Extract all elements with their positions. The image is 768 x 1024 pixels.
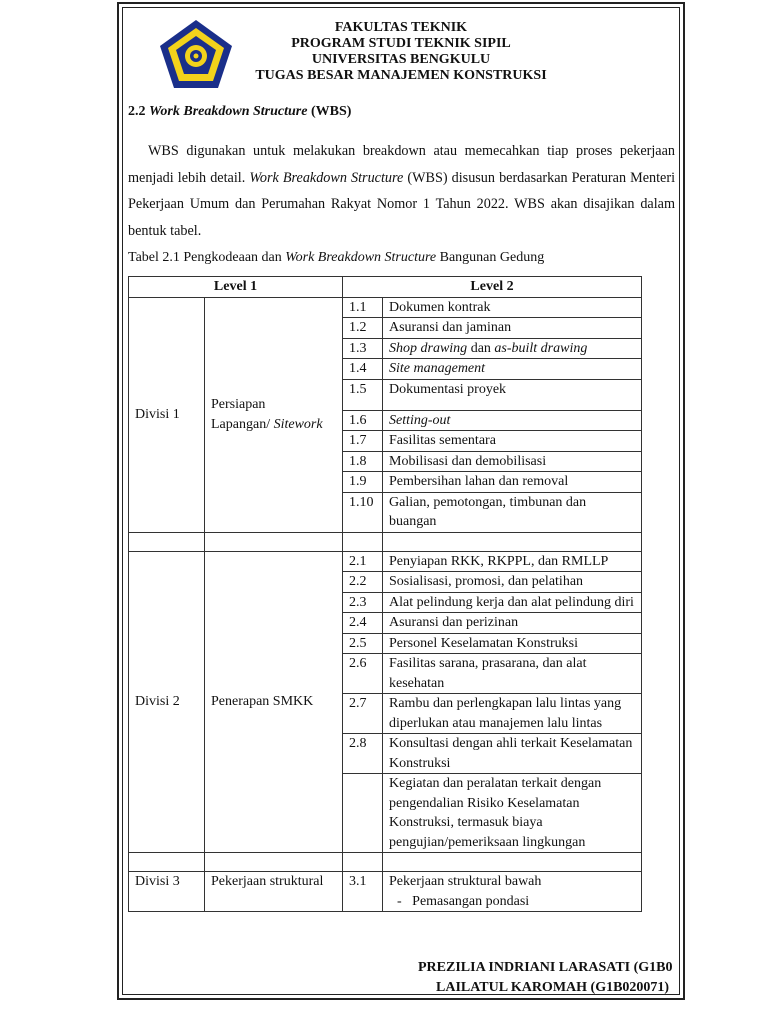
code-cell: 2.3 — [343, 592, 383, 613]
item-cell: Fasilitas sarana, prasarana, dan alat kesehatan — [383, 654, 642, 694]
body-paragraph — [128, 138, 675, 244]
code-cell: 2.6 — [343, 654, 383, 694]
code-cell: 1.2 — [343, 318, 383, 339]
item-cell: Fasilitas sementara — [383, 431, 642, 452]
item-cell: Rambu dan perlengkapan lalu lintas yang diperlukan atau manajemen lalu lintas — [383, 694, 642, 734]
code-cell: 2.5 — [343, 633, 383, 654]
header-level2: Level 2 — [343, 277, 642, 298]
item-cell: Galian, pemotongan, timbunan dan buangan — [383, 492, 642, 532]
table-row — [129, 872, 642, 912]
code-cell: 1.7 — [343, 431, 383, 452]
code-cell: 3.1 — [343, 872, 383, 912]
item-cell: Konsultasi dengan ahli terkait Keselamatan Konstruksi — [383, 734, 642, 774]
item-cell: Penyiapan RKK, RKPPL, dan RMLLP — [383, 551, 642, 572]
signature-name-1: PREZILIA INDRIANI LARASATI (G1B0 — [418, 960, 673, 975]
code-cell: 2.4 — [343, 613, 383, 634]
item-cell: Asuransi dan jaminan — [383, 318, 642, 339]
code-cell: 1.5 — [343, 379, 383, 410]
item-cell: Pembersihan lahan dan removal — [383, 472, 642, 493]
section-number: 2.2 — [128, 104, 146, 119]
item-cell — [383, 872, 642, 912]
code-cell — [343, 774, 383, 853]
spacer-row — [129, 532, 642, 551]
item-subtext: - Pemasangan pondasi — [397, 893, 530, 909]
code-cell: 1.6 — [343, 410, 383, 431]
header-faculty: FAKULTAS TEKNIK — [334, 20, 468, 35]
paragraph-part3: (WBS) disusun berdasarkan Peraturan Menteri Pekerjaan Umum dan Perumahan Rakyat Nomor 1 Tahun 2022. WBS akan disajikan dalam bentuk tabel. — [128, 169, 676, 239]
section-heading — [128, 104, 351, 120]
item-cell: Dokumen kontrak — [383, 297, 642, 318]
code-cell: 1.3 — [343, 338, 383, 359]
code-cell: 2.1 — [343, 551, 383, 572]
signature-name-2: LAILATUL KAROMAH (G1B020071) — [436, 980, 670, 995]
item-cell: Kegiatan dan peralatan terkait dengan pengendalian Risiko Keselamatan Konstruksi, termasuk biaya pengujian/pemeriksaan lingkungan — [383, 774, 642, 853]
table-row — [129, 297, 642, 318]
item-cell: Personel Keselamatan Konstruksi — [383, 633, 642, 654]
caption-italic: Work Breakdown Structure — [285, 250, 437, 265]
division-1-work-b: Lapangan/ — [211, 416, 271, 432]
division-1-work — [205, 297, 343, 532]
item-italic-a: Shop drawing — [389, 340, 468, 356]
section-title-italic: Work Breakdown Structure — [149, 104, 308, 119]
paragraph-part1: WBS digunakan untuk melakukan breakdown atau memecahkan tiap proses pekerjaan menjadi lebih detail. — [128, 143, 675, 186]
code-cell: 1.1 — [343, 297, 383, 318]
item-cell — [383, 338, 642, 359]
table-header-row — [129, 277, 642, 298]
signature-block — [418, 958, 673, 998]
university-logo — [158, 18, 234, 90]
code-cell: 1.4 — [343, 359, 383, 380]
caption-suffix: Bangunan Gedung — [439, 250, 545, 265]
division-1-work-a: Persiapan — [211, 397, 266, 412]
item-cell: Site management — [383, 359, 642, 380]
table-row — [129, 551, 642, 572]
item-text: Pekerjaan struktural bawah — [389, 874, 542, 889]
header-level1: Level 1 — [129, 277, 343, 298]
division-1-name: Divisi 1 — [129, 297, 205, 532]
paragraph-italic: Work Breakdown Structure — [249, 169, 404, 186]
item-cell: Asuransi dan perizinan — [383, 613, 642, 634]
header-program: PROGRAM STUDI TEKNIK SIPIL — [291, 36, 511, 51]
division-3-name: Divisi 3 — [129, 872, 205, 912]
document-header — [236, 20, 566, 84]
spacer-row — [129, 853, 642, 872]
section-title-suffix: (WBS) — [310, 104, 352, 119]
item-cell: Dokumentasi proyek — [383, 379, 642, 410]
header-university: UNIVERSITAS BENGKULU — [311, 52, 491, 67]
code-cell: 2.2 — [343, 572, 383, 593]
item-cell: Sosialisasi, promosi, dan pelatihan — [383, 572, 642, 593]
code-cell: 1.9 — [343, 472, 383, 493]
table-caption — [128, 250, 544, 266]
item-mid: dan — [470, 340, 491, 356]
item-cell: Mobilisasi dan demobilisasi — [383, 451, 642, 472]
wbs-table — [128, 276, 642, 912]
caption-prefix: Tabel 2.1 Pengkodeaan dan — [128, 250, 282, 265]
division-2-work: Penerapan SMKK — [205, 551, 343, 853]
header-course: TUGAS BESAR MANAJEMEN KONSTRUKSI — [255, 68, 547, 83]
code-cell: 2.8 — [343, 734, 383, 774]
item-italic-b: as-built drawing — [494, 340, 588, 356]
division-2-name: Divisi 2 — [129, 551, 205, 853]
item-cell: Setting-out — [383, 410, 642, 431]
division-3-work: Pekerjaan struktural — [205, 872, 343, 912]
code-cell: 1.8 — [343, 451, 383, 472]
division-1-work-c: Sitework — [273, 416, 323, 432]
code-cell: 1.10 — [343, 492, 383, 532]
code-cell: 2.7 — [343, 694, 383, 734]
item-cell: Alat pelindung kerja dan alat pelindung diri — [383, 592, 642, 613]
